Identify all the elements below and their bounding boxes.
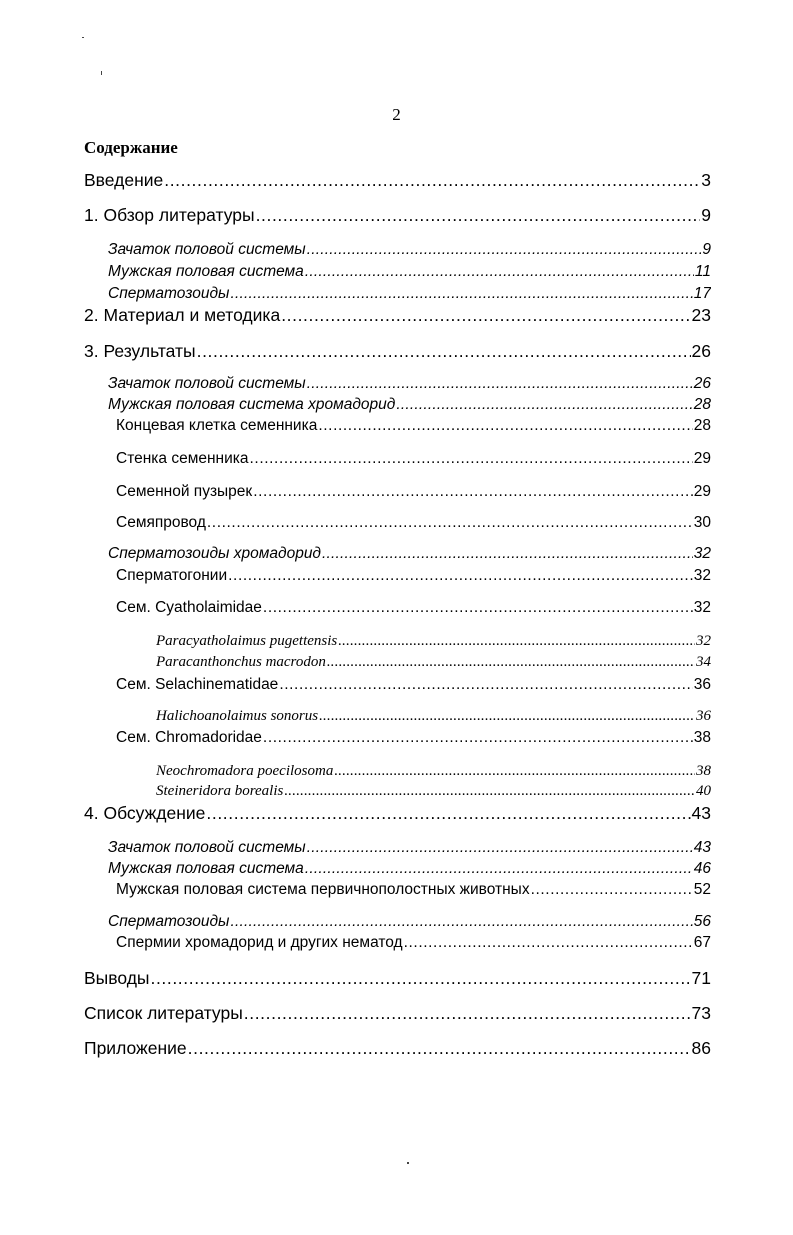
toc-entry-label: Зачаток половой системы	[108, 241, 306, 258]
toc-entry	[108, 263, 711, 281]
toc-entry-label: Выводы	[84, 968, 150, 988]
dot-leader	[305, 860, 693, 878]
toc-entry-label: Мужская половая система хромадорид	[108, 396, 396, 413]
toc-entry-page: 38	[696, 763, 711, 779]
toc-entry-page: 67	[693, 934, 711, 951]
toc-entry	[84, 1038, 711, 1059]
toc-entry-label: 2. Материал и методика	[84, 305, 281, 325]
toc-entry-page: 36	[696, 708, 711, 724]
toc-entry-page: 29	[693, 450, 711, 467]
toc-entry	[108, 913, 711, 931]
toc-entry-label: Список литературы	[84, 1003, 243, 1023]
toc-entry-label: Сем. Cyatholaimidae	[116, 599, 262, 616]
toc-entry-page: 43	[691, 803, 711, 823]
toc-entry-label: Концевая клетка семенника	[116, 417, 318, 434]
dot-leader	[305, 263, 694, 281]
toc-entry-page: 11	[694, 263, 711, 280]
toc-entry-label: Зачаток половой системы	[108, 375, 306, 392]
dot-leader	[206, 803, 690, 824]
dot-leader	[207, 514, 693, 532]
toc-entry	[84, 968, 711, 989]
toc-entry-label: Мужская половая система	[108, 860, 304, 877]
toc-entry	[84, 205, 711, 226]
dot-leader	[318, 417, 692, 435]
toc-entry-label: Спермии хромадорид и других нематод	[116, 934, 403, 951]
toc-entry	[108, 396, 711, 414]
dot-leader	[334, 763, 695, 780]
dot-leader	[284, 783, 695, 800]
toc-entry	[116, 729, 711, 747]
toc-entry-label: Сперматогонии	[116, 567, 228, 584]
toc-entry	[156, 633, 711, 650]
toc-entry	[108, 241, 711, 259]
toc-entry	[156, 708, 711, 725]
toc-entry-page: 40	[696, 783, 711, 799]
dot-leader	[250, 450, 693, 468]
dot-leader	[244, 1003, 691, 1024]
toc-entry-page: 28	[693, 417, 711, 434]
toc-entry	[156, 783, 711, 800]
toc-entry	[84, 803, 711, 824]
toc-entry-label: 1. Обзор литературы	[84, 205, 255, 225]
toc-entry-page: 23	[691, 305, 711, 325]
toc-entry	[116, 417, 711, 435]
dot-leader	[253, 483, 693, 501]
toc-entry-label: Сперматозоиды хромадорид	[108, 545, 322, 562]
toc-entry	[116, 450, 711, 468]
page-number: 2	[392, 105, 401, 124]
toc-entry-label: Сперматозоиды	[108, 285, 230, 302]
toc-entry-page: 52	[693, 881, 711, 898]
toc-entry-label: Neochromadora poecilosoma	[156, 763, 334, 779]
toc-entry-label: 4. Обсуждение	[84, 803, 206, 823]
dot-leader	[307, 241, 702, 259]
dot-leader	[338, 633, 695, 650]
toc-entry-label: Стенка семенника	[116, 450, 249, 467]
toc-entry-label: Приложение	[84, 1038, 187, 1058]
toc-entry-label: Введение	[84, 170, 164, 190]
toc-entry-page: 3	[701, 170, 711, 190]
toc-title: Содержание	[84, 138, 178, 157]
toc-entry	[84, 170, 711, 191]
toc-entry-page: 32	[693, 545, 711, 562]
toc-entry	[108, 860, 711, 878]
toc-entry-label: Зачаток половой системы	[108, 839, 306, 856]
dot-leader	[327, 654, 695, 671]
toc-entry	[116, 483, 711, 501]
dot-leader	[307, 375, 693, 393]
toc-entry-page: 34	[696, 654, 711, 670]
toc-entry	[156, 654, 711, 671]
dot-leader	[188, 1038, 691, 1059]
dot-leader	[256, 205, 701, 226]
dot-leader	[531, 881, 693, 899]
toc-entry-page: 32	[693, 599, 711, 616]
toc-entry-page: 17	[693, 285, 711, 302]
toc-entry-page: 26	[691, 341, 711, 361]
toc-entry-page: 29	[693, 483, 711, 500]
toc-entry-page: 73	[691, 1003, 711, 1023]
toc-entry-page: 43	[693, 839, 711, 856]
dot-leader	[230, 913, 692, 931]
dot-leader	[263, 599, 693, 617]
toc-entry	[116, 514, 711, 532]
toc-entry-page: 36	[693, 676, 711, 693]
dot-leader	[404, 934, 693, 952]
toc-entry-page: 56	[693, 913, 711, 930]
dot-leader	[279, 676, 692, 694]
toc-entry-page: 9	[702, 241, 711, 258]
scan-speck	[101, 71, 102, 75]
toc-entry	[156, 763, 711, 780]
toc-entry-label: Семяпровод	[116, 514, 206, 531]
toc-entry-label: Мужская половая система первичнополостных животных	[116, 881, 530, 898]
scan-speck	[82, 37, 84, 38]
toc-entry	[84, 341, 711, 362]
toc-entry-page: 71	[691, 968, 711, 988]
dot-leader	[281, 305, 690, 326]
dot-leader	[230, 285, 692, 303]
toc-entry-label: Мужская половая система	[108, 263, 304, 280]
toc-entry-label: Семенной пузырек	[116, 483, 253, 500]
toc-entry	[108, 839, 711, 857]
toc-entry-page: 32	[696, 633, 711, 649]
toc-entry	[116, 676, 711, 694]
dot-leader	[319, 708, 695, 725]
toc-entry-label: Paracyatholaimus pugettensis	[156, 633, 338, 649]
toc-entry-page: 28	[693, 396, 711, 413]
toc-entry-page: 32	[693, 567, 711, 584]
toc-entry-page: 46	[693, 860, 711, 877]
toc-entry-label: Сперматозоиды	[108, 913, 230, 930]
toc-entry-label: Steineridora borealis	[156, 783, 284, 799]
dot-leader	[307, 839, 693, 857]
toc-entry-page: 86	[691, 1038, 711, 1058]
dot-leader	[322, 545, 693, 563]
toc-entry-page: 30	[693, 514, 711, 531]
toc-entry-label: Сем. Selachinematidae	[116, 676, 279, 693]
dot-leader	[228, 567, 693, 585]
dot-leader	[151, 968, 691, 989]
toc-entry-label: Halichoanolaimus sonorus	[156, 708, 319, 724]
toc-entry-label: 3. Результаты	[84, 341, 196, 361]
toc-entry	[108, 545, 711, 563]
dot-leader	[197, 341, 691, 362]
toc-entry-page: 26	[693, 375, 711, 392]
toc-entry	[116, 599, 711, 617]
toc-entry	[84, 305, 711, 326]
toc-entry	[108, 285, 711, 303]
toc-entry	[116, 567, 711, 585]
dot-leader	[263, 729, 693, 747]
toc-entry	[116, 881, 711, 899]
toc-entry-page: 9	[701, 205, 711, 225]
toc-entry	[116, 934, 711, 952]
scan-speck	[407, 1162, 409, 1164]
toc-entry-label: Paracanthonchus macrodon	[156, 654, 326, 670]
dot-leader	[164, 170, 700, 191]
dot-leader	[396, 396, 692, 414]
toc-entry-label: Сем. Chromadoridae	[116, 729, 262, 746]
toc-entry	[84, 1003, 711, 1024]
toc-entry-page: 38	[693, 729, 711, 746]
toc-entry	[108, 375, 711, 393]
